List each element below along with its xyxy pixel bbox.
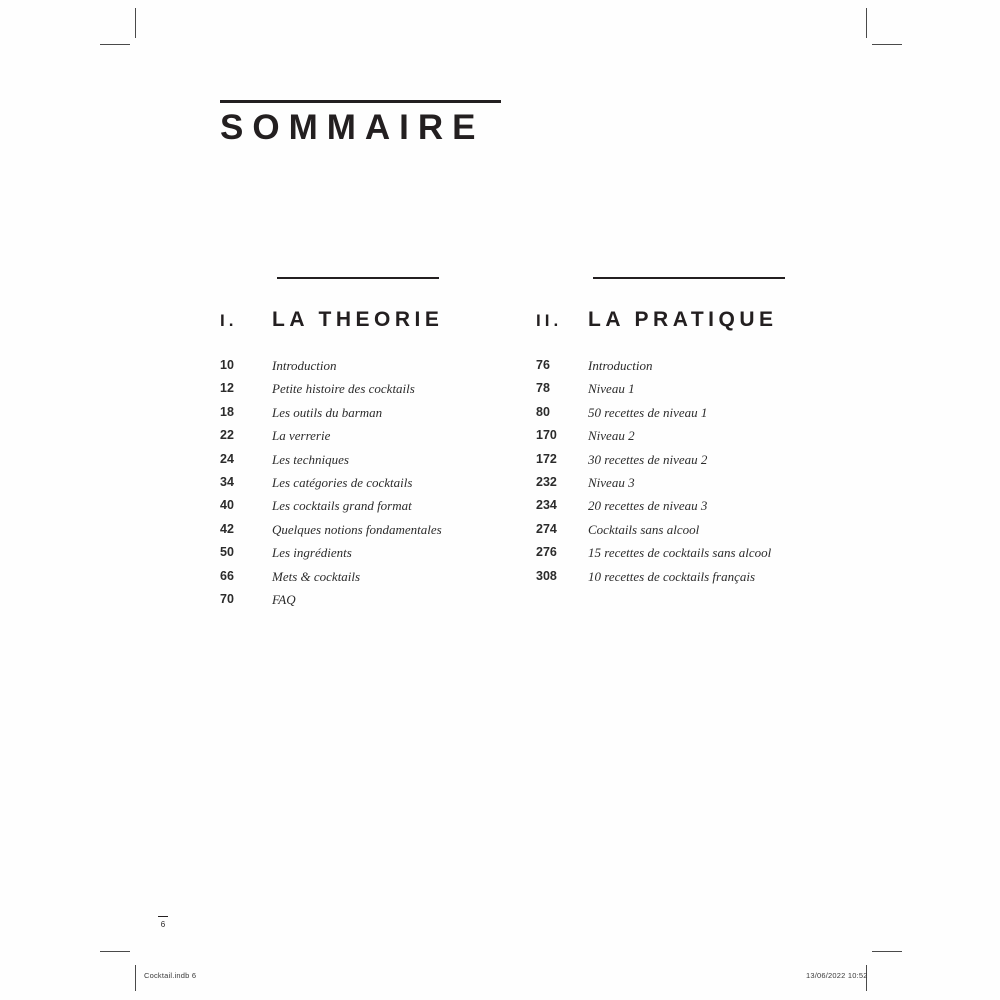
toc-page-number: 70 <box>220 591 234 606</box>
toc-entry[interactable] <box>536 358 973 381</box>
toc-page-number: 308 <box>536 568 557 583</box>
toc-entry-label: Les outils du barman <box>272 404 383 420</box>
crop-mark-right-top <box>872 44 902 45</box>
title-rule <box>220 100 501 103</box>
toc-page-number: 24 <box>220 451 234 466</box>
toc-entry-label: Les ingrédients <box>272 545 352 561</box>
toc-page-number: 276 <box>536 545 557 560</box>
toc-page-number: 10 <box>220 358 234 372</box>
folio-number: 6 <box>160 920 166 929</box>
toc-page-number: 50 <box>220 545 234 560</box>
toc-column-pratique <box>536 277 973 586</box>
toc-entry-label: Les catégories de cocktails <box>272 474 413 490</box>
toc-page-number: 172 <box>536 451 557 466</box>
section-rule-1 <box>277 277 439 279</box>
toc-page-number: 170 <box>536 428 557 443</box>
toc-page-number: 18 <box>220 404 234 419</box>
toc-entry-label: Introduction <box>588 358 653 373</box>
toc-page-number: 80 <box>536 404 550 419</box>
crop-mark-top-right <box>866 8 867 38</box>
toc-entry[interactable] <box>536 521 973 545</box>
toc-entry-label: 10 recettes de cocktails français <box>588 568 756 584</box>
section-title-1: LA THEORIE <box>272 308 444 331</box>
crop-mark-left-top <box>100 44 130 45</box>
toc-page-number: 34 <box>220 474 234 489</box>
section-numeral-2: II. <box>536 311 563 330</box>
toc-entry[interactable] <box>536 451 973 475</box>
toc-entry[interactable] <box>536 498 973 521</box>
toc-entry-label: Quelques notions fondamentales <box>272 521 442 537</box>
toc-page-number: 274 <box>536 521 557 536</box>
crop-mark-right-bottom <box>872 951 902 952</box>
crop-mark-left-bottom <box>100 951 130 952</box>
toc-page-number: 234 <box>536 498 557 513</box>
toc-entry-label: Niveau 2 <box>588 428 635 444</box>
page-title: SOMMAIRE <box>220 108 485 147</box>
toc-entry-label: Niveau 1 <box>588 381 635 397</box>
toc-entry-label: Niveau 3 <box>588 474 635 490</box>
toc-page-number: 40 <box>220 498 234 513</box>
toc-entry[interactable] <box>536 428 973 451</box>
toc-entry-label: 50 recettes de niveau 1 <box>588 404 708 420</box>
toc-entry-label: Introduction <box>272 358 337 373</box>
toc-entry[interactable] <box>220 591 657 615</box>
footer-timestamp: 13/06/2022 10:52 <box>806 971 868 980</box>
toc-entry-label: La verrerie <box>272 428 331 444</box>
folio-dash <box>158 916 168 917</box>
crop-mark-top-left <box>135 8 136 38</box>
section-heading-2 <box>536 308 973 352</box>
toc-page-number: 22 <box>220 428 234 443</box>
toc-entry-label: Les techniques <box>272 451 349 467</box>
section-rule-2 <box>593 277 785 279</box>
section-numeral-1: I. <box>220 311 238 330</box>
toc-page-number: 66 <box>220 568 234 583</box>
crop-mark-bottom-left <box>135 965 136 991</box>
toc-entry[interactable] <box>536 474 973 498</box>
toc-entry[interactable] <box>536 381 973 404</box>
toc-entry[interactable] <box>536 545 973 568</box>
toc-entry[interactable] <box>536 568 973 592</box>
toc-entry-label: Les cocktails grand format <box>272 498 412 514</box>
section-title-2: LA PRATIQUE <box>588 308 778 331</box>
toc-entry-label: Cocktails sans alcool <box>588 521 700 537</box>
toc-entry-label: Petite histoire des cocktails <box>272 381 415 397</box>
toc-page-number: 42 <box>220 521 234 536</box>
folio <box>155 916 171 929</box>
toc-entry[interactable] <box>536 404 973 428</box>
toc-page-number: 12 <box>220 381 234 396</box>
toc-page-number: 232 <box>536 474 557 489</box>
toc-list-2 <box>536 358 973 592</box>
footer-file-slug: Cocktail.indb 6 <box>144 971 197 980</box>
toc-entry-label: 15 recettes de cocktails sans alcool <box>588 545 772 561</box>
toc-entry-label: 30 recettes de niveau 2 <box>588 451 708 467</box>
toc-page-number: 76 <box>536 358 550 372</box>
toc-entry-label: Mets & cocktails <box>272 568 361 584</box>
toc-entry-label: FAQ <box>272 591 296 607</box>
toc-page-number: 78 <box>536 381 550 396</box>
toc-entry-label: 20 recettes de niveau 3 <box>588 498 708 514</box>
